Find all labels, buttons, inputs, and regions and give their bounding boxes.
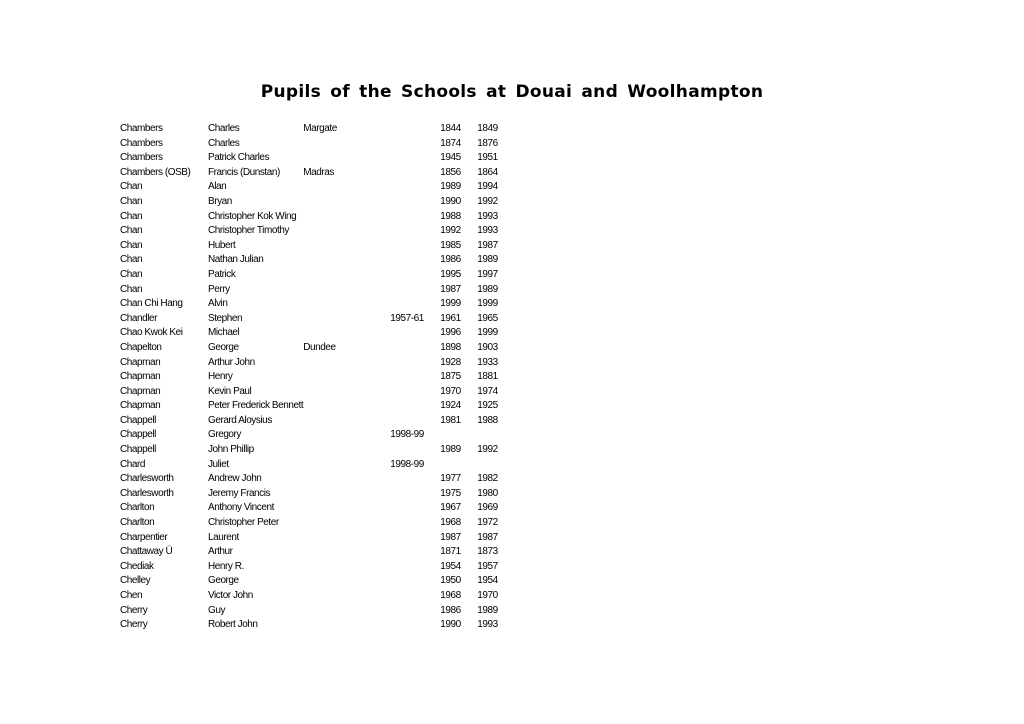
surname-cell: Chard bbox=[120, 458, 145, 470]
forenames-cell: Jeremy Francis bbox=[208, 487, 271, 499]
to-cell: 1933 bbox=[477, 356, 498, 368]
place-cell bbox=[303, 618, 390, 633]
from-cell: 1985 bbox=[440, 239, 461, 251]
surname-cell: Chan bbox=[120, 254, 143, 266]
forenames-cell: Perry bbox=[208, 283, 230, 295]
from-cell: 1967 bbox=[440, 502, 461, 514]
from-cell: 1992 bbox=[440, 225, 461, 237]
forenames-cell: Arthur bbox=[208, 546, 233, 558]
note-cell bbox=[390, 370, 440, 385]
to-cell: 1982 bbox=[477, 473, 498, 485]
surname-cell: Cherry bbox=[120, 619, 148, 631]
from-cell bbox=[440, 428, 477, 443]
table-row bbox=[120, 414, 517, 429]
table-row bbox=[120, 297, 517, 312]
note-cell bbox=[390, 516, 440, 531]
table-row bbox=[120, 356, 517, 371]
from-cell: 1988 bbox=[440, 210, 461, 222]
note-cell bbox=[390, 166, 440, 181]
forenames-cell: Robert John bbox=[208, 619, 258, 631]
note-cell bbox=[390, 443, 440, 458]
from-cell: 1871 bbox=[440, 546, 461, 558]
forenames-cell: John Phillip bbox=[208, 444, 254, 456]
forenames-cell: Charles bbox=[208, 137, 240, 149]
forenames-cell: Arthur John bbox=[208, 356, 255, 368]
table-row bbox=[120, 604, 517, 619]
surname-cell: Chambers bbox=[120, 123, 163, 134]
from-cell: 1986 bbox=[440, 604, 461, 616]
to-cell: 1970 bbox=[477, 590, 498, 601]
table-row bbox=[120, 122, 517, 137]
surname-cell: Chappell bbox=[120, 444, 156, 456]
from-cell: 1981 bbox=[440, 414, 461, 426]
note-cell bbox=[390, 239, 440, 254]
surname-cell: Chambers bbox=[120, 152, 163, 164]
place-cell bbox=[303, 370, 390, 385]
table-row bbox=[120, 516, 517, 531]
place-cell bbox=[303, 326, 390, 341]
place-cell bbox=[303, 239, 390, 254]
table-row bbox=[120, 531, 517, 546]
from-cell: 1975 bbox=[440, 487, 461, 499]
forenames-cell: Michael bbox=[208, 327, 240, 339]
place-cell bbox=[303, 399, 390, 414]
surname-cell: Chappell bbox=[120, 414, 156, 426]
to-cell: 1989 bbox=[477, 604, 498, 616]
forenames-cell: Hubert bbox=[208, 239, 236, 251]
place-cell bbox=[303, 443, 390, 458]
table-row bbox=[120, 180, 517, 195]
forenames-cell: Henry R. bbox=[208, 560, 244, 572]
from-cell: 1996 bbox=[440, 327, 461, 339]
from-cell: 1950 bbox=[440, 575, 461, 587]
forenames-cell: Alan bbox=[208, 181, 227, 193]
from-cell: 1924 bbox=[440, 400, 461, 412]
surname-cell: Chambers (OSB) bbox=[120, 166, 191, 178]
table-row bbox=[120, 428, 517, 443]
place-cell bbox=[303, 487, 390, 502]
from-cell: 1989 bbox=[440, 181, 461, 193]
table-row bbox=[120, 195, 517, 210]
table-row bbox=[120, 210, 517, 225]
table-row bbox=[120, 618, 517, 633]
surname-cell: Chapelton bbox=[120, 341, 162, 353]
place-cell bbox=[303, 137, 390, 152]
forenames-cell: Patrick Charles bbox=[208, 152, 270, 164]
surname-cell: Charlton bbox=[120, 502, 155, 514]
note-cell bbox=[390, 574, 440, 589]
pupil-register-body bbox=[120, 122, 517, 633]
place-cell: Margate bbox=[303, 123, 337, 134]
note-cell bbox=[390, 283, 440, 298]
place-cell bbox=[303, 560, 390, 575]
table-row bbox=[120, 253, 517, 268]
note-cell bbox=[390, 531, 440, 546]
place-cell bbox=[303, 574, 390, 589]
to-cell: 1849 bbox=[477, 123, 498, 134]
table-row bbox=[120, 326, 517, 341]
from-cell: 1968 bbox=[440, 590, 461, 601]
surname-cell: Charlesworth bbox=[120, 473, 174, 485]
surname-cell: Charpentier bbox=[120, 531, 168, 543]
to-cell bbox=[477, 458, 517, 473]
forenames-cell: Nathan Julian bbox=[208, 254, 264, 266]
table-row bbox=[120, 472, 517, 487]
from-cell: 1990 bbox=[440, 195, 461, 207]
note-cell bbox=[390, 326, 440, 341]
place-cell bbox=[303, 253, 390, 268]
to-cell: 1997 bbox=[477, 268, 498, 280]
to-cell: 1903 bbox=[477, 341, 498, 353]
from-cell: 1968 bbox=[440, 517, 461, 529]
note-cell bbox=[390, 210, 440, 225]
to-cell: 1881 bbox=[477, 371, 498, 383]
note-cell bbox=[390, 399, 440, 414]
surname-cell: Chapman bbox=[120, 400, 161, 412]
table-row bbox=[120, 370, 517, 385]
table-row bbox=[120, 341, 517, 356]
to-cell: 1951 bbox=[477, 152, 498, 164]
note-cell bbox=[390, 195, 440, 210]
forenames-cell: Gerard Aloysius bbox=[208, 414, 272, 426]
note-cell bbox=[390, 151, 440, 166]
table-row bbox=[120, 268, 517, 283]
from-cell: 1986 bbox=[440, 254, 461, 266]
forenames-cell: Henry bbox=[208, 371, 233, 383]
note-cell bbox=[390, 501, 440, 516]
forenames-cell: Patrick bbox=[208, 268, 236, 280]
to-cell: 1989 bbox=[477, 254, 498, 266]
note-cell bbox=[390, 604, 440, 619]
table-row bbox=[120, 224, 517, 239]
note-cell bbox=[390, 589, 440, 604]
to-cell: 1974 bbox=[477, 385, 498, 397]
to-cell: 1957 bbox=[477, 560, 498, 572]
forenames-cell: George bbox=[208, 575, 239, 587]
table-row bbox=[120, 545, 517, 560]
note-cell bbox=[390, 414, 440, 429]
page-title: Pupils of the Schools at Douai and Woolhampton bbox=[260, 82, 764, 102]
surname-cell: Chan bbox=[120, 225, 143, 237]
surname-cell: Chao Kwok Kei bbox=[120, 327, 183, 339]
to-cell: 1988 bbox=[477, 414, 498, 426]
surname-cell: Charlton bbox=[120, 517, 155, 529]
table-row bbox=[120, 283, 517, 298]
table-row bbox=[120, 443, 517, 458]
note-cell: 1957-61 bbox=[390, 312, 424, 324]
from-cell: 1987 bbox=[440, 531, 461, 543]
to-cell: 1972 bbox=[477, 517, 498, 529]
surname-cell: Chan bbox=[120, 181, 143, 193]
forenames-cell: Christopher Timothy bbox=[208, 225, 289, 237]
table-row bbox=[120, 166, 517, 181]
note-cell bbox=[390, 356, 440, 371]
to-cell: 1987 bbox=[477, 239, 498, 251]
from-cell: 1844 bbox=[440, 123, 461, 134]
place-cell bbox=[303, 268, 390, 283]
note-cell bbox=[390, 472, 440, 487]
table-row bbox=[120, 385, 517, 400]
forenames-cell: Kevin Paul bbox=[208, 385, 252, 397]
surname-cell: Chapman bbox=[120, 356, 161, 368]
place-cell bbox=[303, 516, 390, 531]
from-cell: 1995 bbox=[440, 268, 461, 280]
to-cell: 1965 bbox=[477, 312, 498, 324]
note-cell bbox=[390, 560, 440, 575]
table-row bbox=[120, 589, 517, 604]
from-cell: 1928 bbox=[440, 356, 461, 368]
note-cell bbox=[390, 341, 440, 356]
to-cell: 1954 bbox=[477, 575, 498, 587]
place-cell bbox=[303, 180, 390, 195]
pupil-register-table bbox=[120, 122, 517, 633]
table-row bbox=[120, 458, 517, 473]
surname-cell: Cherry bbox=[120, 604, 148, 616]
forenames-cell: Peter Frederick Bennett bbox=[208, 400, 304, 412]
from-cell: 1990 bbox=[440, 619, 461, 631]
from-cell: 1954 bbox=[440, 560, 461, 572]
from-cell: 1945 bbox=[440, 152, 461, 164]
place-cell bbox=[303, 312, 390, 327]
to-cell: 1993 bbox=[477, 619, 498, 631]
place-cell bbox=[303, 531, 390, 546]
table-row bbox=[120, 239, 517, 254]
forenames-cell: Charles bbox=[208, 123, 240, 134]
to-cell: 1925 bbox=[477, 400, 498, 412]
from-cell: 1970 bbox=[440, 385, 461, 397]
note-cell bbox=[390, 180, 440, 195]
place-cell bbox=[303, 428, 390, 443]
forenames-cell: Gregory bbox=[208, 429, 241, 441]
place-cell bbox=[303, 224, 390, 239]
surname-cell: Chapman bbox=[120, 385, 161, 397]
from-cell: 1987 bbox=[440, 283, 461, 295]
place-cell: Dundee bbox=[303, 341, 336, 353]
place-cell bbox=[303, 472, 390, 487]
forenames-cell: Bryan bbox=[208, 195, 232, 207]
surname-cell: Chan bbox=[120, 210, 143, 222]
place-cell bbox=[303, 151, 390, 166]
surname-cell: Chambers bbox=[120, 137, 163, 149]
from-cell: 1874 bbox=[440, 137, 461, 149]
forenames-cell: George bbox=[208, 341, 239, 353]
from-cell: 1961 bbox=[440, 312, 461, 324]
place-cell bbox=[303, 297, 390, 312]
to-cell: 1873 bbox=[477, 546, 498, 558]
forenames-cell: Christopher Peter bbox=[208, 517, 279, 529]
note-cell bbox=[390, 618, 440, 633]
place-cell bbox=[303, 604, 390, 619]
forenames-cell: Anthony Vincent bbox=[208, 502, 274, 514]
note-cell: 1998-99 bbox=[390, 429, 424, 441]
place-cell bbox=[303, 589, 390, 604]
to-cell: 1993 bbox=[477, 210, 498, 222]
from-cell: 1898 bbox=[440, 341, 461, 353]
surname-cell: Chan bbox=[120, 283, 143, 295]
to-cell: 1994 bbox=[477, 181, 498, 193]
table-row bbox=[120, 487, 517, 502]
from-cell: 1977 bbox=[440, 473, 461, 485]
surname-cell: Charlesworth bbox=[120, 487, 174, 499]
surname-cell: Chan bbox=[120, 195, 143, 207]
surname-cell: Chappell bbox=[120, 429, 156, 441]
place-cell bbox=[303, 195, 390, 210]
table-row bbox=[120, 137, 517, 152]
place-cell bbox=[303, 385, 390, 400]
table-row bbox=[120, 574, 517, 589]
place-cell bbox=[303, 545, 390, 560]
from-cell: 1856 bbox=[440, 166, 461, 178]
from-cell bbox=[440, 458, 477, 473]
note-cell bbox=[390, 297, 440, 312]
place-cell bbox=[303, 414, 390, 429]
surname-cell: Chattaway Ü bbox=[120, 546, 173, 558]
from-cell: 1999 bbox=[440, 298, 461, 310]
to-cell: 1999 bbox=[477, 298, 498, 310]
note-cell bbox=[390, 545, 440, 560]
to-cell: 1993 bbox=[477, 225, 498, 237]
forenames-cell: Victor John bbox=[208, 590, 253, 601]
to-cell: 1969 bbox=[477, 502, 498, 514]
forenames-cell: Andrew John bbox=[208, 473, 262, 485]
table-row bbox=[120, 399, 517, 414]
forenames-cell: Francis (Dunstan) bbox=[208, 166, 280, 178]
surname-cell: Chandler bbox=[120, 312, 157, 324]
place-cell bbox=[303, 356, 390, 371]
to-cell: 1876 bbox=[477, 137, 498, 149]
to-cell: 1992 bbox=[477, 444, 498, 456]
note-cell bbox=[390, 487, 440, 502]
to-cell: 1980 bbox=[477, 487, 498, 499]
note-cell bbox=[390, 253, 440, 268]
to-cell: 1987 bbox=[477, 531, 498, 543]
note-cell bbox=[390, 122, 440, 137]
place-cell bbox=[303, 458, 390, 473]
table-row bbox=[120, 501, 517, 516]
surname-cell: Chen bbox=[120, 590, 143, 601]
surname-cell: Chan Chi Hang bbox=[120, 298, 183, 310]
note-cell: 1998-99 bbox=[390, 458, 424, 470]
table-row bbox=[120, 151, 517, 166]
to-cell bbox=[477, 428, 517, 443]
forenames-cell: Juliet bbox=[208, 458, 229, 470]
forenames-cell: Christopher Kok Wing bbox=[208, 210, 297, 222]
forenames-cell: Stephen bbox=[208, 312, 243, 324]
to-cell: 1999 bbox=[477, 327, 498, 339]
to-cell: 1992 bbox=[477, 195, 498, 207]
table-row bbox=[120, 560, 517, 575]
table-row bbox=[120, 312, 517, 327]
surname-cell: Chelley bbox=[120, 575, 151, 587]
from-cell: 1989 bbox=[440, 444, 461, 456]
place-cell bbox=[303, 283, 390, 298]
note-cell bbox=[390, 137, 440, 152]
surname-cell: Chediak bbox=[120, 560, 154, 572]
to-cell: 1989 bbox=[477, 283, 498, 295]
note-cell bbox=[390, 268, 440, 283]
surname-cell: Chan bbox=[120, 268, 143, 280]
place-cell bbox=[303, 501, 390, 516]
forenames-cell: Laurent bbox=[208, 531, 239, 543]
note-cell bbox=[390, 224, 440, 239]
forenames-cell: Guy bbox=[208, 604, 225, 616]
place-cell: Madras bbox=[303, 166, 334, 178]
from-cell: 1875 bbox=[440, 371, 461, 383]
surname-cell: Chan bbox=[120, 239, 143, 251]
forenames-cell: Alvin bbox=[208, 298, 228, 310]
to-cell: 1864 bbox=[477, 166, 498, 178]
note-cell bbox=[390, 385, 440, 400]
place-cell bbox=[303, 210, 390, 225]
surname-cell: Chapman bbox=[120, 371, 161, 383]
